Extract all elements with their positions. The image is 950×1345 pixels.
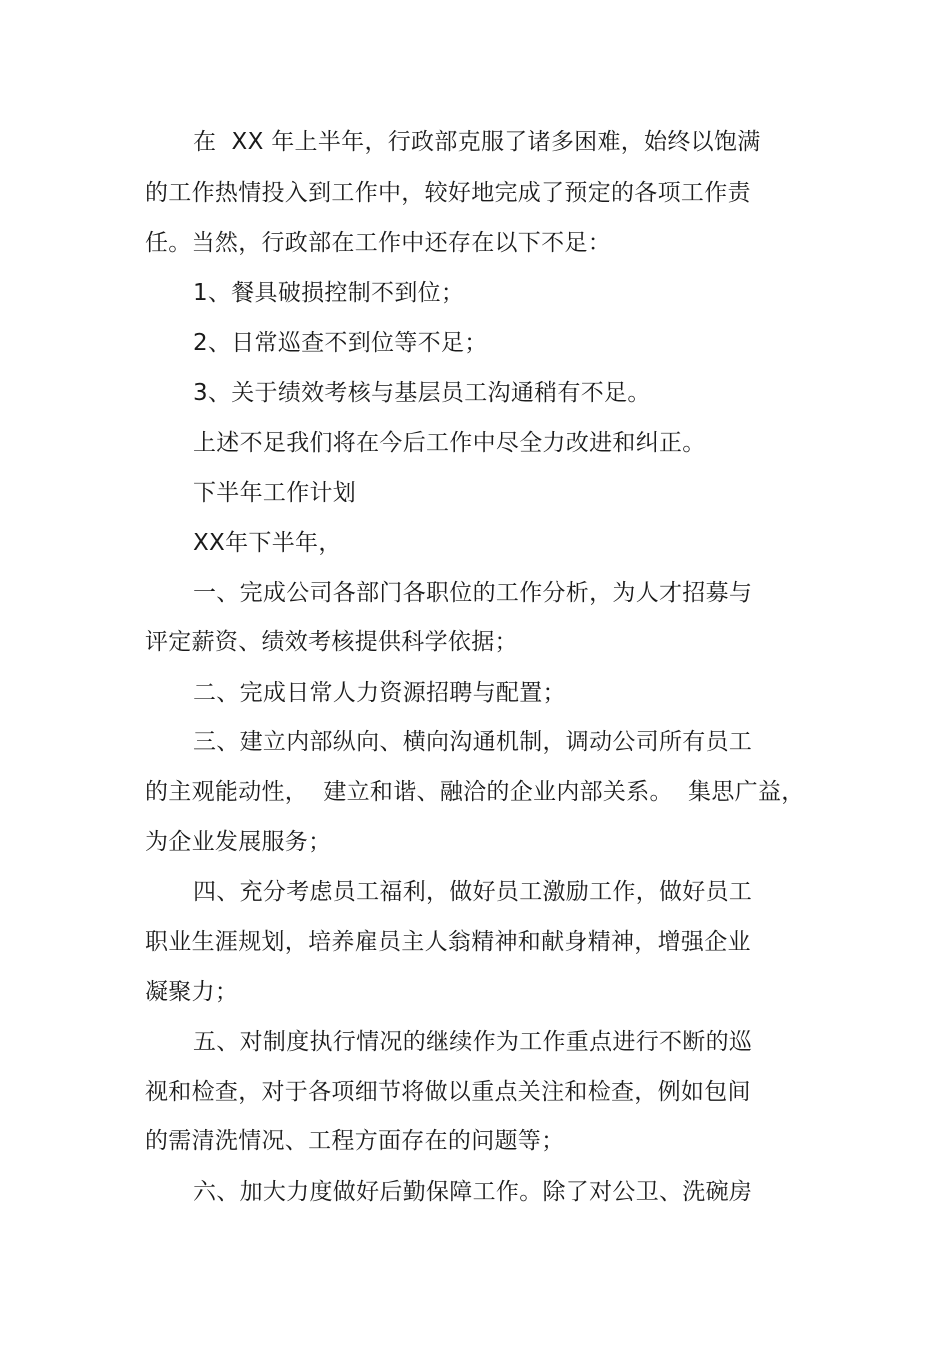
plan-item-line: 评定薪资、绩效考核提供科学依据；: [145, 629, 518, 655]
list-item-line: 1、餐具破损控制不到位；: [193, 280, 465, 306]
paragraph-line: 的工作热情投入到工作中，较好地完成了预定的各项工作责: [145, 180, 751, 206]
paragraph-line: 上述不足我们将在今后工作中尽全力改进和纠正。: [193, 430, 706, 456]
paragraph-line: 在 XX 年上半年，行政部克服了诸多困难，始终以饱满: [193, 129, 761, 155]
plan-item-line: 六、加大力度做好后勤保障工作。除了对公卫、洗碗房: [193, 1179, 753, 1205]
plan-item-line: 视和检查，对于各项细节将做以重点关注和检查，例如包间: [145, 1079, 751, 1105]
plan-item-line: 为企业发展服务；: [145, 829, 332, 855]
list-item-line: 2、日常巡查不到位等不足；: [193, 330, 488, 356]
plan-item-line: 凝聚力；: [145, 979, 239, 1005]
plan-item-line: 的需清洗情况、工程方面存在的问题等；: [145, 1128, 565, 1154]
section-heading: 下半年工作计划: [193, 480, 357, 506]
paragraph-line: XX年下半年，: [193, 530, 342, 556]
plan-item-line: 一、完成公司各部门各职位的工作分析，为人才招募与: [193, 580, 753, 606]
plan-item-line: 四、充分考虑员工福利，做好员工激励工作，做好员工: [193, 879, 753, 905]
plan-item-line: 职业生涯规划，培养雇员主人翁精神和献身精神，增强企业: [145, 929, 751, 955]
paragraph-line: 任。当然，行政部在工作中还存在以下不足：: [145, 230, 611, 256]
list-item-line: 3、关于绩效考核与基层员工沟通稍有不足。: [193, 380, 651, 406]
plan-item-line: 的主观能动性， 建立和谐、融洽的企业内部关系。 集思广益，: [145, 779, 805, 805]
plan-item-line: 三、建立内部纵向、横向沟通机制，调动公司所有员工: [193, 729, 753, 755]
plan-item-line: 五、对制度执行情况的继续作为工作重点进行不断的巡: [193, 1029, 753, 1055]
plan-item-line: 二、完成日常人力资源招聘与配置；: [193, 680, 566, 706]
